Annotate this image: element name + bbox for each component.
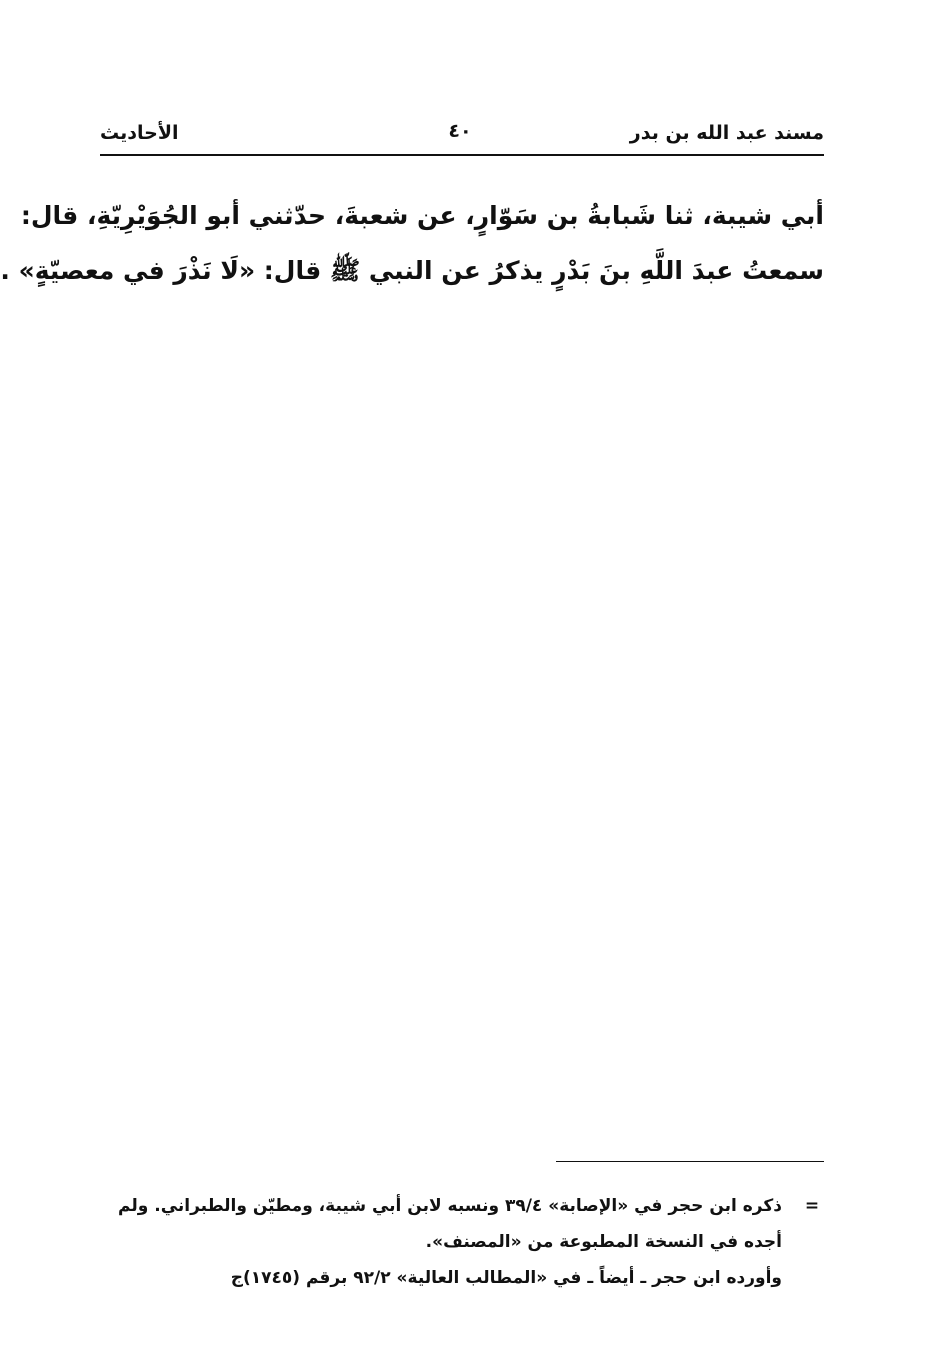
main-text: [0, 188, 824, 298]
header-rule: [100, 154, 824, 156]
page-number: ٤٠: [448, 120, 472, 142]
footnote-line: وأورده ابن حجر ـ أيضاً ـ في «المطالب العالية» ٩٢/٢ برقم (١٧٤٥)ج: [230, 1268, 782, 1288]
footnote-line: أجده في النسخة المطبوعة من «المصنف».: [425, 1232, 782, 1252]
footnote-separator: [556, 1161, 824, 1162]
main-text-line: سمعتُ عبدَ اللَّهِ بنَ بَدْرٍ يذكرُ عن النبي ﷺ قال: «لَا نَذْرَ في معصيّةٍ» .: [0, 256, 824, 285]
book-title: مسند عبد الله بن بدر: [629, 122, 824, 144]
footnotes: [100, 1188, 824, 1296]
footnote-line: ذكره ابن حجر في «الإصابة» ٣٩/٤ ونسبه لابن أبي شيبة، ومطيّن والطبراني. ولم: [118, 1196, 782, 1216]
footnote-continuation-marker: =: [804, 1196, 820, 1216]
main-text-line: أبي شيبة، ثنا شَبابةُ بن سَوّارٍ، عن شعبةَ، حدّثني أبو الجُوَيْرِيّةِ، قال:: [20, 201, 824, 230]
running-header: [100, 116, 824, 150]
section-title: الأحاديث: [100, 122, 179, 144]
